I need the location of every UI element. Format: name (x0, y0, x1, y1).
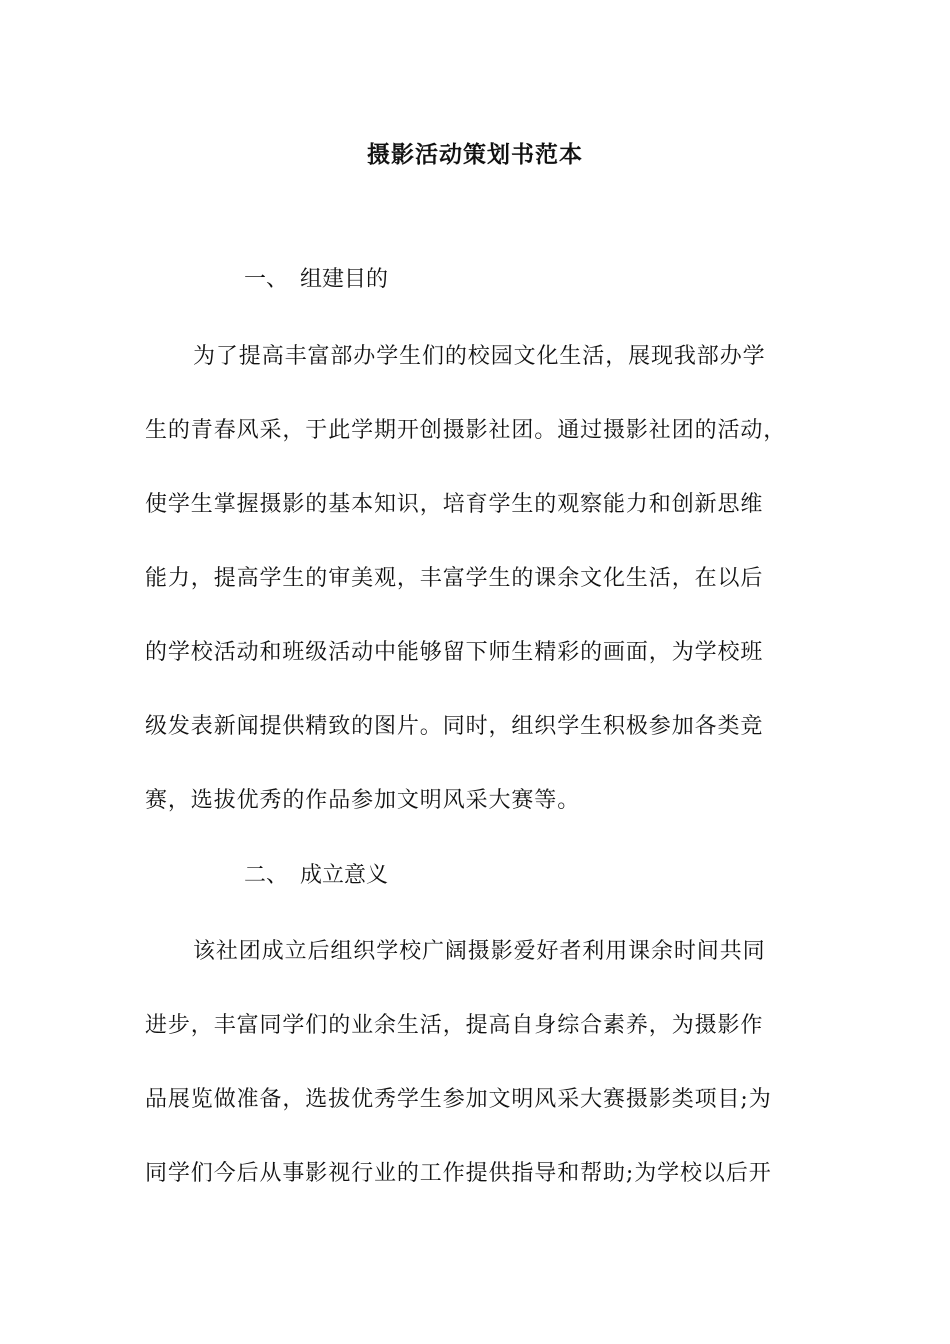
paragraph-line: 使学生掌握摄影的基本知识，培育学生的观察能力和创新思维 (145, 492, 764, 517)
section-title: 组建目的 (300, 267, 389, 292)
paragraph-line: 进步，丰富同学们的业余生活，提高自身综合素养，为摄影作 (145, 1013, 764, 1038)
section-heading-2 (244, 858, 388, 889)
section-number: 一、 (244, 267, 289, 292)
paragraph-line: 该社团成立后组织学校广阔摄影爱好者利用课余时间共同 (193, 939, 766, 964)
document-title: 摄影活动策划书范本 (367, 141, 583, 168)
paragraph-line: 的学校活动和班级活动中能够留下师生精彩的画面，为学校班 (145, 640, 764, 665)
section-number: 二、 (244, 863, 289, 888)
paragraph-line: 级发表新闻提供精致的图片。同时，组织学生积极参加各类竞 (145, 714, 764, 739)
paragraph-line: 能力，提高学生的审美观，丰富学生的课余文化生活，在以后 (145, 566, 764, 591)
paragraph-line: 品展览做准备，选拔优秀学生参加文明风采大赛摄影类项目;为 (145, 1087, 772, 1112)
paragraph-line: 同学们今后从事影视行业的工作提供指导和帮助;为学校以后开 (145, 1161, 772, 1186)
paragraph-line: 生的青春风采，于此学期开创摄影社团。通过摄影社团的活动， (145, 418, 787, 443)
paragraph-line: 为了提高丰富部办学生们的校园文化生活，展现我部办学 (193, 344, 766, 369)
section-heading-1 (244, 262, 388, 293)
section-title: 成立意义 (300, 863, 389, 888)
paragraph-line: 赛，选拔优秀的作品参加文明风采大赛等。 (145, 788, 581, 813)
